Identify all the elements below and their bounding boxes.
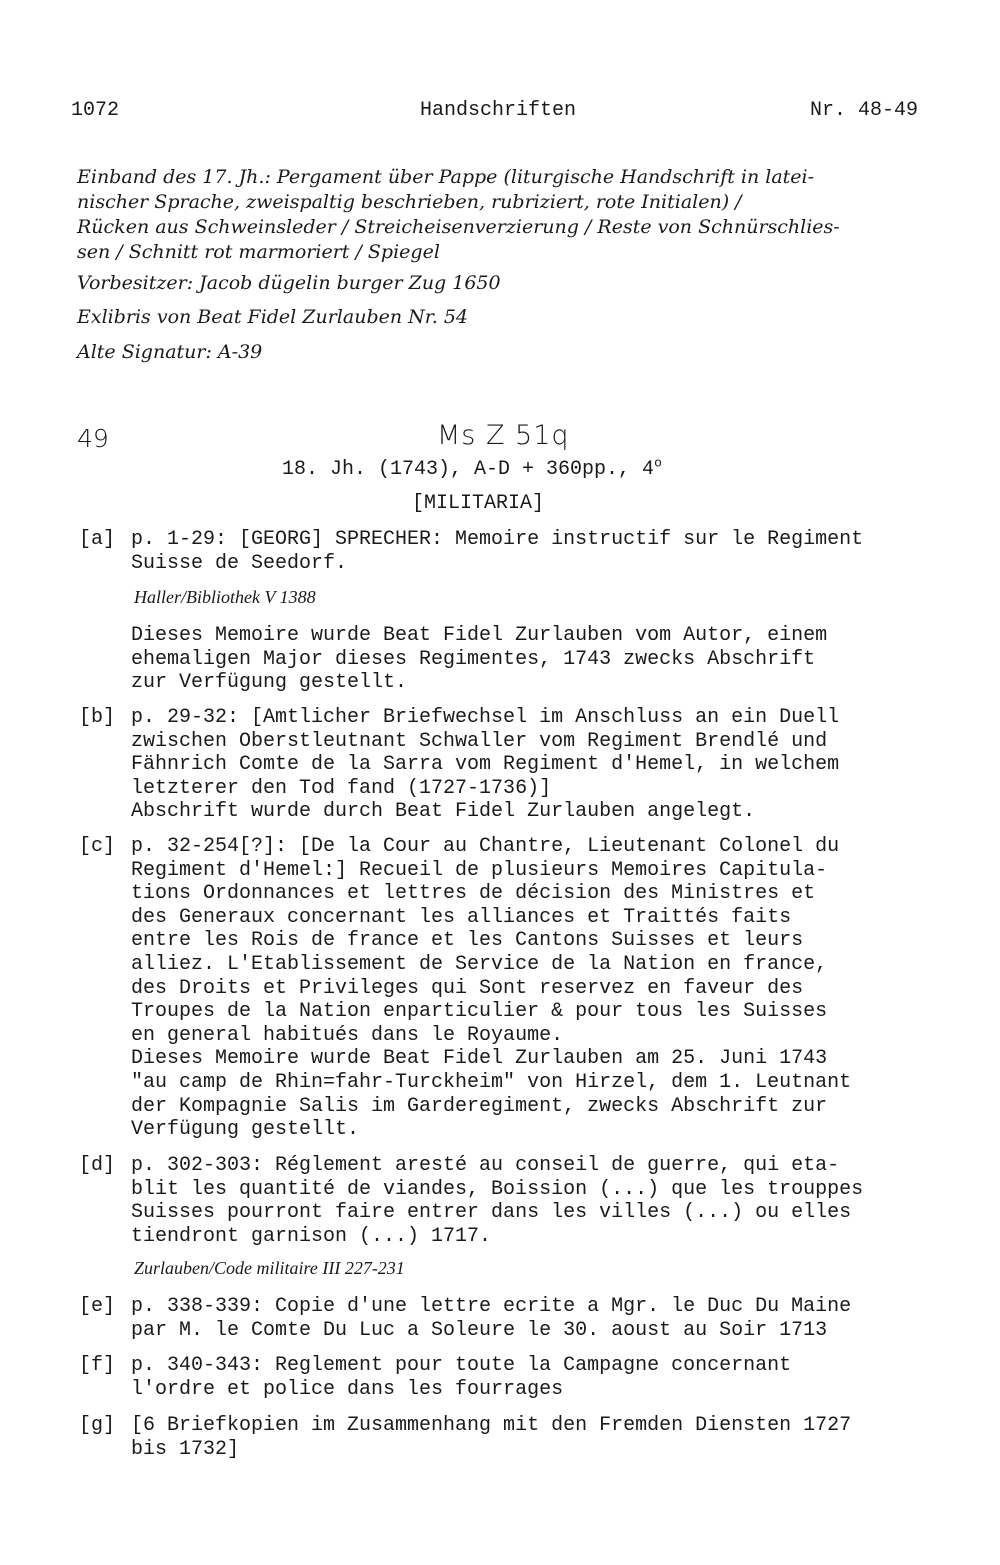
item-line: bis 1732] xyxy=(131,1437,240,1461)
item-line: p. 338-339: Copie d'une lettre ecrite a Mgr. le Duc Du Maine xyxy=(131,1295,852,1318)
item-d xyxy=(131,1154,863,1248)
item-line: p. 29-32: [Amtlicher Briefwechsel im Anschluss an ein Duell xyxy=(131,706,840,729)
running-title: Handschriften xyxy=(420,99,577,122)
item-line: alliez. L'Etablissement de Service de la Nation en france, xyxy=(131,952,828,976)
item-marker: [a] xyxy=(79,528,116,551)
item-line: Suisse de Seedorf. xyxy=(131,551,348,575)
old-signature: Alte Signatur: A-39 xyxy=(77,341,263,363)
binding-line: Einband des 17. Jh.: Pergament über Pappe (liturgische Handschrift in latei- xyxy=(77,166,815,188)
item-line: blit les quantité de viandes, Boission (...) que les trouppes xyxy=(131,1177,864,1201)
item-line: entre les Rois de france et les Cantons Suisses et leurs xyxy=(131,929,804,953)
item-c xyxy=(131,835,851,1142)
entry-meta xyxy=(282,455,662,482)
item-line: letzterer den Tod fand (1727-1736)] xyxy=(131,776,552,800)
item-marker: [e] xyxy=(79,1295,116,1318)
entry-number: 49 xyxy=(77,424,109,453)
item-line: Dieses Memoire wurde Beat Fidel Zurlauben am 25. Juni 1743 xyxy=(131,1047,828,1071)
exlibris: Exlibris von Beat Fidel Zurlauben Nr. 54 xyxy=(77,306,469,328)
citation: Haller/Bibliothek V 1388 xyxy=(134,587,316,607)
item-marker: [f] xyxy=(79,1354,116,1377)
item-g xyxy=(131,1414,851,1461)
item-line: tiendront garnison (...) 1717. xyxy=(131,1224,492,1248)
note-line: zur Verfügung gestellt. xyxy=(131,671,408,695)
item-a xyxy=(131,528,863,575)
item-marker: [c] xyxy=(79,835,116,858)
item-line: l'ordre et police dans les fourrages xyxy=(131,1377,564,1401)
format-superscript: o xyxy=(654,455,662,471)
note-line: Dieses Memoire wurde Beat Fidel Zurlauben vom Autor, einem xyxy=(131,624,828,647)
item-marker: [g] xyxy=(79,1414,116,1437)
item-marker: [b] xyxy=(79,706,116,729)
item-line: der Kompagnie Salis im Garderegiment, zwecks Abschrift zur xyxy=(131,1094,828,1118)
item-line: Suisses pourront faire entrer dans les villes (...) ou elles xyxy=(131,1201,852,1225)
item-line: Regiment d'Hemel:] Recueil de plusieurs Memoires Capitula- xyxy=(131,858,828,882)
item-line: p. 302-303: Réglement aresté au conseil de guerre, qui eta- xyxy=(131,1154,840,1177)
binding-description xyxy=(77,165,840,265)
item-line: p. 1-29: [GEORG] SPRECHER: Memoire instructif sur le Regiment xyxy=(131,528,864,551)
binding-line: Rücken aus Schweinsleder / Streicheisenverzierung / Reste von Schnürschlies- xyxy=(77,216,840,238)
item-line: des Generaux concernant les alliances et Traittés faits xyxy=(131,905,792,929)
citation: Zurlauben/Code militaire III 227-231 xyxy=(134,1258,405,1278)
binding-line: nischer Sprache, zweispaltig beschrieben, rubriziert, rote Initialen) / xyxy=(77,191,742,213)
item-line: tions Ordonnances et lettres de décision des Ministres et xyxy=(131,882,816,906)
item-e xyxy=(131,1295,851,1342)
item-line: zwischen Oberstleutnant Schwaller vom Regiment Brendlé und xyxy=(131,729,828,753)
shelfmark: Ms Z 51q xyxy=(437,420,570,451)
item-line: Abschrift wurde durch Beat Fidel Zurlauben angelegt. xyxy=(131,800,756,824)
item-a-note xyxy=(131,624,827,695)
item-line: Troupes de la Nation enparticulier & pour tous les Suisses xyxy=(131,1000,828,1024)
binding-line: sen / Schnitt rot marmoriert / Spiegel xyxy=(77,241,440,263)
entry-range: Nr. 48-49 xyxy=(810,99,919,122)
item-line: "au camp de Rhin=fahr-Turckheim" von Hirzel, dem 1. Leutnant xyxy=(131,1070,852,1094)
item-line: p. 340-343: Reglement pour toute la Campagne concernant xyxy=(131,1354,792,1377)
item-f xyxy=(131,1354,791,1401)
item-b xyxy=(131,706,839,824)
note-line: ehemaligen Major dieses Regimentes, 1743 zwecks Abschrift xyxy=(131,647,816,671)
item-line: Fähnrich Comte de la Sarra vom Regiment d'Hemel, in welchem xyxy=(131,753,840,777)
item-line: des Droits et Privileges qui Sont reservez en faveur des xyxy=(131,976,804,1000)
item-marker: [d] xyxy=(79,1154,116,1177)
item-line: Verfügung gestellt. xyxy=(131,1118,360,1142)
subject-heading: [MILITARIA] xyxy=(412,492,545,515)
provenance: Vorbesitzer: Jacob dügelin burger Zug 1650 xyxy=(77,272,501,294)
page-number: 1072 xyxy=(71,99,120,122)
item-line: [6 Briefkopien im Zusammenhang mit den Fremden Diensten 1727 xyxy=(131,1414,852,1437)
item-line: en general habitués dans le Royaume. xyxy=(131,1023,564,1047)
entry-meta-text: 18. Jh. (1743), A-D + 360pp., 4 xyxy=(282,458,655,481)
item-line: p. 32-254[?]: [De la Cour au Chantre, Lieutenant Colonel du xyxy=(131,835,840,858)
item-line: par M. le Comte Du Luc a Soleure le 30. aoust au Soir 1713 xyxy=(131,1318,828,1342)
